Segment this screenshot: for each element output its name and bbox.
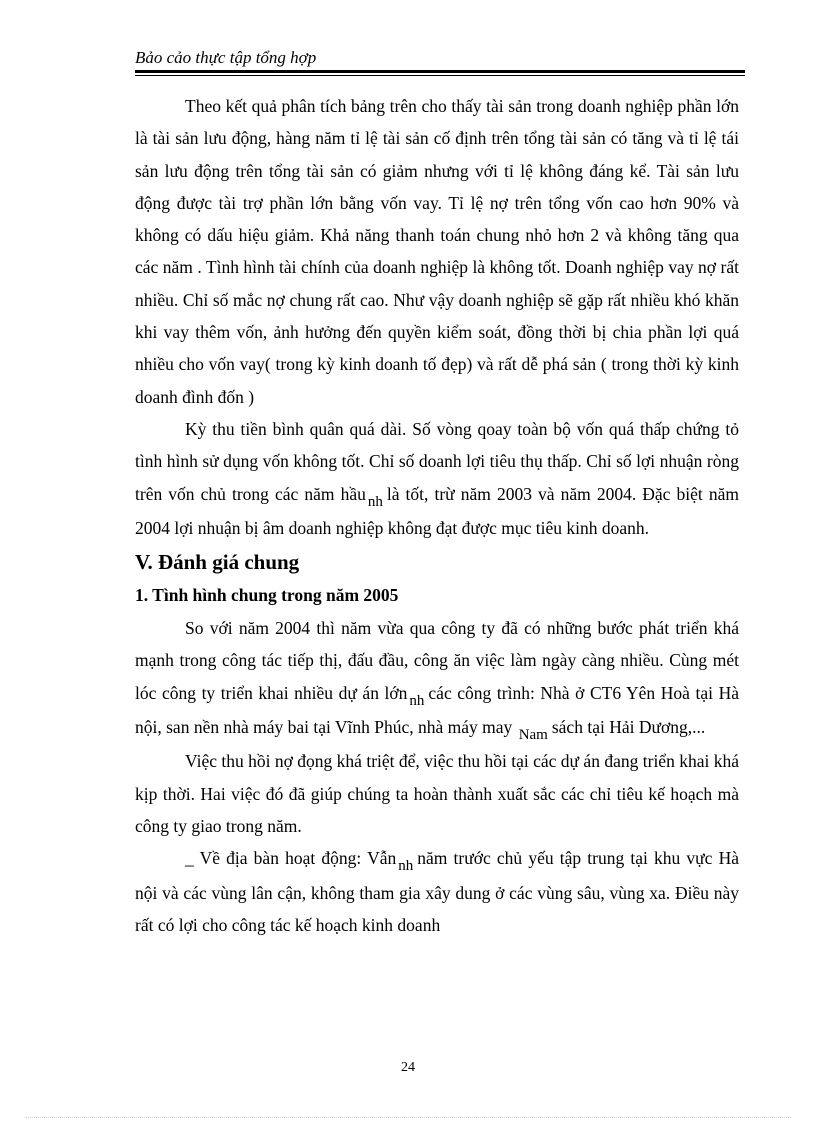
paragraph-2005-part2: các công trình: Nhà ở CT6 Yên Hoà tại Hà nội, san nền nhà máy bai tại Vĩnh Phúc, nhà máy may: [135, 682, 739, 738]
subsection-heading: 1. Tình hình chung trong năm 2005: [135, 585, 399, 606]
paragraph-2005-sub2: Nam: [518, 727, 548, 744]
paragraph-2005-part1: So với năm 2004 thì năm vừa qua công ty đã có những bước phát triển khá mạnh trong công tác tiếp thị, đấu đầu, công ăn việc làm ngày càng nhiều. Cùng mét lóc công ty triển khai nhiều dự án lớn: [135, 618, 739, 703]
paragraph-area-part1: _ Về địa bàn hoạt động: Vẫn: [185, 848, 397, 869]
header-rule-thick: [135, 70, 745, 73]
section-heading: V. Đánh giá chung: [135, 550, 300, 575]
paragraph-2005-overview: [135, 612, 739, 745]
page-bottom-border: [25, 1117, 791, 1118]
paragraph-asset-analysis: Theo kết quả phân tích bảng trên cho thấy tài sản trong doanh nghiệp phần lớn là tài sản lưu động, hàng năm tỉ lệ tài sản cố định trên tổng tài sản có tăng và tỉ lệ tái sản lưu động trên tổng tài sản có giảm nhưng với tỉ lệ không đáng kể. Tài sản lưu động được tài trợ phần lớn bằng vốn vay. Tỉ lệ nợ trên tổng vốn cao hơn 90% và không có dấu hiệu giảm. Khả năng thanh toán chung nhỏ hơn 2 và không tăng qua các năm . Tình hình tài chính của doanh nghiệp là không tốt. Doanh nghiệp vay nợ rất nhiều. Chỉ số mắc nợ chung rất cao. Như vậy doanh nghiệp sẽ gặp rất nhiều khó khăn khi vay thêm vốn, ảnh hưởng đến quyền kiểm soát, đồng thời bị chia phần lợi quá nhiều cho vốn vay( trong kỳ kinh doanh tố đẹp) và rất dễ phá sản ( trong thời kỳ kinh doanh đình đốn ): [135, 96, 739, 407]
paragraph-area-part2: năm trước chủ yếu tập trung tại khu vực Hà nội và các vùng lân cận, không tham gia xây dung ở các vùng sâu, vùng xa. Điều này rất có lợi cho công tác kế hoạch kinh doanh: [135, 848, 739, 935]
header-title: Bảo cảo thực tập tổng hợp: [135, 48, 317, 67]
paragraph-2005-part3: sách tại Hải Dương,...: [551, 717, 706, 738]
paragraph-debt-recovery: Việc thu hồi nợ đọng khá triệt để, việc thu hồi tại các dự án đang triển khai khá kịp thời. Hai việc đó đã giúp chúng ta hoàn thành xuất sắc các chỉ tiêu kế hoạch mà công ty giao trong năm.: [135, 751, 739, 836]
page-header: [135, 48, 745, 68]
paragraph-2005-sub1: nh: [409, 692, 425, 709]
paragraph-operating-area: [135, 842, 739, 941]
header-rule-thin: [135, 75, 745, 76]
page-number: 24: [401, 1060, 415, 1075]
paragraph-efficiency-part2: là tốt, trừ năm 2003 và năm 2004. Đặc biệt năm 2004 lợi nhuận bị âm doanh nghiệp không đạt được mục tiêu kinh doanh.: [135, 483, 739, 538]
paragraph-efficiency-part1: Kỳ thu tiền bình quân quá dài. Số vòng qoay toàn bộ vốn quá thấp chứng tỏ tình hình sử dụng vốn không tốt. Chỉ số doanh lợi tiêu thụ thấp. Chỉ số lợi nhuận ròng trên vốn chủ trong các năm hầu: [135, 418, 739, 504]
paragraph-efficiency: [135, 413, 739, 544]
paragraph-area-sub: nh: [398, 858, 414, 875]
paragraph-efficiency-sub: nh: [367, 493, 383, 510]
page-body: [135, 90, 739, 941]
